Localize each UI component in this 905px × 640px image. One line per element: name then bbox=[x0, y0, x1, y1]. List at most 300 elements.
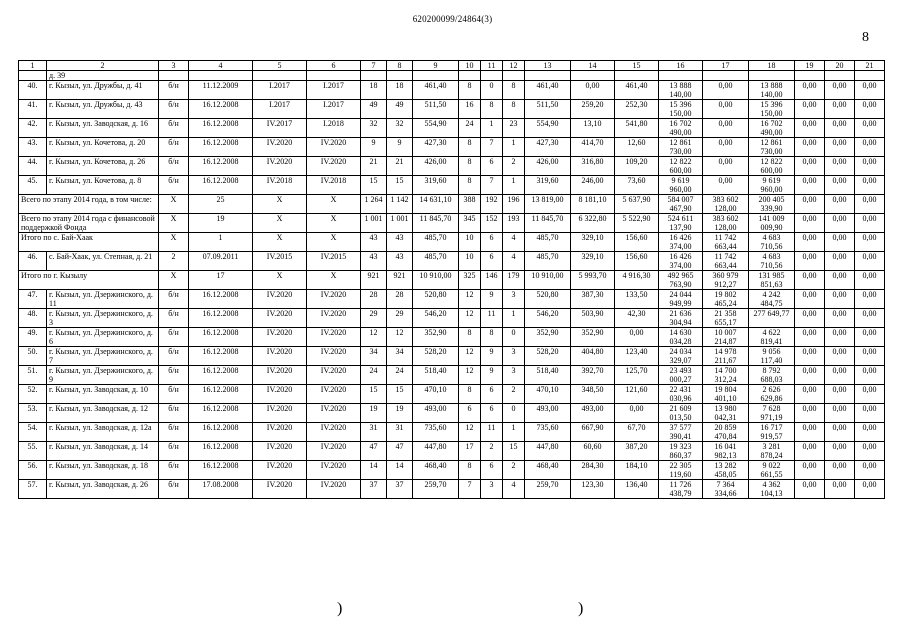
table-cell: 12 861 730,00 bbox=[659, 138, 703, 157]
table-cell: 6 bbox=[481, 385, 503, 404]
table-cell: 426,00 bbox=[413, 157, 459, 176]
table-cell: 8 bbox=[459, 328, 481, 347]
table-cell: 156,60 bbox=[615, 252, 659, 271]
table-cell: X bbox=[307, 271, 361, 290]
table-cell: 492 965 763,90 bbox=[659, 271, 703, 290]
table-cell: 34 bbox=[387, 347, 413, 366]
table-cell: IV.2020 bbox=[307, 366, 361, 385]
table-cell: 24 044 949,99 bbox=[659, 290, 703, 309]
table-cell: 16 426 374,00 bbox=[659, 233, 703, 252]
table-cell: 152 bbox=[481, 214, 503, 233]
table-cell: 0,00 bbox=[795, 176, 825, 195]
table-cell: 2 bbox=[503, 385, 525, 404]
table-cell: 0,00 bbox=[855, 480, 885, 499]
table-cell: 524 611 137,90 bbox=[659, 214, 703, 233]
table-cell: 252,30 bbox=[615, 100, 659, 119]
table-cell: 60,60 bbox=[571, 442, 615, 461]
table-cell: 121,60 bbox=[615, 385, 659, 404]
table-cell: 4 362 104,13 bbox=[749, 480, 795, 499]
table-cell: 0,00 bbox=[703, 176, 749, 195]
table-cell: 9 bbox=[481, 290, 503, 309]
table-cell: 0,00 bbox=[855, 347, 885, 366]
table-cell: 16 702 490,00 bbox=[659, 119, 703, 138]
table-cell: 73,60 bbox=[615, 176, 659, 195]
table-cell: 0,00 bbox=[825, 195, 855, 214]
table-cell: 0,00 bbox=[825, 328, 855, 347]
table-cell: 0,00 bbox=[703, 138, 749, 157]
table-cell bbox=[659, 71, 703, 81]
table-cell: 10 007 214,87 bbox=[703, 328, 749, 347]
table-cell: 461,40 bbox=[413, 81, 459, 100]
table-cell: 0,00 bbox=[703, 81, 749, 100]
table-cell: 131 985 851,63 bbox=[749, 271, 795, 290]
table-cell: 319,60 bbox=[525, 176, 571, 195]
table-cell: 0,00 bbox=[825, 366, 855, 385]
table-cell: 11 742 663,44 bbox=[703, 252, 749, 271]
table-cell: 16 702 490,00 bbox=[749, 119, 795, 138]
table-cell: IV.2020 bbox=[307, 290, 361, 309]
table-cell: IV.2020 bbox=[307, 347, 361, 366]
table-cell bbox=[459, 71, 481, 81]
table-cell: г. Кызыл, ул. Заводская, д. 12 bbox=[47, 404, 159, 423]
table-cell: г. Кызыл, ул. Дружбы, д. 41 bbox=[47, 81, 159, 100]
table-cell: 16 426 374,00 bbox=[659, 252, 703, 271]
table-cell: г. Кызыл, ул. Заводская, д. 18 bbox=[47, 461, 159, 480]
table-cell: 15 396 150,00 bbox=[749, 100, 795, 119]
table-cell: 246,00 bbox=[571, 176, 615, 195]
table-cell: 16 717 919,57 bbox=[749, 423, 795, 442]
table-cell: 7 628 971,19 bbox=[749, 404, 795, 423]
table-cell: г. Кызыл, ул. Дзержинского, д. 9 bbox=[47, 366, 159, 385]
summary-row bbox=[19, 195, 885, 214]
table-cell: 485,70 bbox=[525, 252, 571, 271]
table-cell: 11 726 438,79 bbox=[659, 480, 703, 499]
table-cell: 16.12.2008 bbox=[189, 138, 253, 157]
table-cell: б/н bbox=[159, 157, 189, 176]
table-cell: 325 bbox=[459, 271, 481, 290]
table-cell: IV.2020 bbox=[253, 347, 307, 366]
table-cell: IV.2020 bbox=[253, 290, 307, 309]
table-cell: 21 358 655,17 bbox=[703, 309, 749, 328]
table-cell: IV.2020 bbox=[253, 480, 307, 499]
table-cell: 10 bbox=[459, 61, 481, 71]
table-cell: 1 001 bbox=[387, 214, 413, 233]
table-cell: 19 802 465,24 bbox=[703, 290, 749, 309]
table-cell: 54. bbox=[19, 423, 47, 442]
table-cell: 20 bbox=[825, 61, 855, 71]
table-cell: 470,10 bbox=[413, 385, 459, 404]
table-cell: X bbox=[159, 214, 189, 233]
table-cell: 6 bbox=[307, 61, 361, 71]
table-cell bbox=[749, 71, 795, 81]
table-cell: 520,80 bbox=[413, 290, 459, 309]
table-row bbox=[19, 176, 885, 195]
table-cell: б/н bbox=[159, 100, 189, 119]
table-cell: 21 609 013,50 bbox=[659, 404, 703, 423]
table-cell: 0,00 bbox=[703, 119, 749, 138]
table-cell: 3 bbox=[481, 480, 503, 499]
table-cell: 427,30 bbox=[525, 138, 571, 157]
table-cell: IV.2020 bbox=[253, 309, 307, 328]
table-cell: 383 602 128,00 bbox=[703, 195, 749, 214]
table-cell: IV.2020 bbox=[307, 157, 361, 176]
table-cell: 12 bbox=[361, 328, 387, 347]
table-cell: 47 bbox=[361, 442, 387, 461]
table-cell: 0,00 bbox=[855, 404, 885, 423]
document-id: 620200099/24864(3) bbox=[412, 14, 493, 24]
table-cell: 1 bbox=[189, 233, 253, 252]
table-cell: 8 bbox=[481, 328, 503, 347]
table-cell: б/н bbox=[159, 366, 189, 385]
table-cell: 18 bbox=[749, 61, 795, 71]
table-cell: 0,00 bbox=[855, 366, 885, 385]
table-cell: 136,40 bbox=[615, 480, 659, 499]
table-cell: 37 bbox=[387, 480, 413, 499]
table-cell: 21 bbox=[855, 61, 885, 71]
table-cell: 735,60 bbox=[525, 423, 571, 442]
table-cell: 16.12.2008 bbox=[189, 347, 253, 366]
table-cell: 0,00 bbox=[795, 195, 825, 214]
table-cell: 0,00 bbox=[855, 195, 885, 214]
table-cell: 184,10 bbox=[615, 461, 659, 480]
table-cell: 14 bbox=[571, 61, 615, 71]
table-cell bbox=[19, 71, 47, 81]
table-cell: 8 bbox=[387, 61, 413, 71]
table-cell: 0,00 bbox=[855, 138, 885, 157]
table-cell: 8 181,10 bbox=[571, 195, 615, 214]
table-cell: 485,70 bbox=[413, 252, 459, 271]
table-cell: 14 630 034,28 bbox=[659, 328, 703, 347]
table-cell: 17.08.2008 bbox=[189, 480, 253, 499]
table-cell: 24 bbox=[387, 366, 413, 385]
table-cell: IV.2020 bbox=[307, 461, 361, 480]
table-cell: X bbox=[307, 195, 361, 214]
table-cell: 43 bbox=[361, 252, 387, 271]
table-cell: г. Кызыл, ул. Заводская, д. 26 bbox=[47, 480, 159, 499]
table-cell: 49 bbox=[387, 100, 413, 119]
table-cell: 52. bbox=[19, 385, 47, 404]
table-cell: 352,90 bbox=[413, 328, 459, 347]
table-cell: 329,10 bbox=[571, 233, 615, 252]
table-cell: 520,80 bbox=[525, 290, 571, 309]
table-cell: 0 bbox=[503, 404, 525, 423]
table-cell: б/н bbox=[159, 480, 189, 499]
table-cell: 1 bbox=[503, 138, 525, 157]
table-cell: 14 bbox=[387, 461, 413, 480]
table-cell: 4 bbox=[503, 252, 525, 271]
table-cell: 427,30 bbox=[413, 138, 459, 157]
table-cell: 16.12.2008 bbox=[189, 176, 253, 195]
table-cell: I.2017 bbox=[307, 100, 361, 119]
table-cell: 43 bbox=[387, 252, 413, 271]
table-cell: 12 861 730,00 bbox=[749, 138, 795, 157]
table-cell: 383 602 128,00 bbox=[703, 214, 749, 233]
table-cell: 0,00 bbox=[825, 347, 855, 366]
table-cell: 0,00 bbox=[795, 119, 825, 138]
table-cell: 16 bbox=[459, 100, 481, 119]
table-cell: 5 bbox=[253, 61, 307, 71]
table-cell bbox=[481, 71, 503, 81]
table-cell: 49 bbox=[361, 100, 387, 119]
table-cell: 4 bbox=[503, 233, 525, 252]
table-cell: 29 bbox=[387, 309, 413, 328]
table-cell: 46. bbox=[19, 252, 47, 271]
table-cell: г. Кызыл, ул. Дзержинского, д. 3 bbox=[47, 309, 159, 328]
table-cell: 133,50 bbox=[615, 290, 659, 309]
table-cell: 0,00 bbox=[795, 461, 825, 480]
table-cell: 12 bbox=[459, 290, 481, 309]
table-cell: 12,60 bbox=[615, 138, 659, 157]
table-cell: г. Кызыл, ул. Дружбы, д. 43 bbox=[47, 100, 159, 119]
table-cell: г. Кызыл, ул. Заводская, д. 16 bbox=[47, 119, 159, 138]
table-cell: I.2017 bbox=[253, 81, 307, 100]
table-cell: 3 281 878,24 bbox=[749, 442, 795, 461]
table-cell: 0,00 bbox=[795, 271, 825, 290]
table-cell: 23 493 000,27 bbox=[659, 366, 703, 385]
table-cell bbox=[253, 71, 307, 81]
footer-mark-right: ) bbox=[578, 600, 584, 617]
table-cell: 11 742 663,44 bbox=[703, 233, 749, 252]
table-cell: 19 bbox=[189, 214, 253, 233]
table-cell: 2 bbox=[159, 252, 189, 271]
table-cell: 0,00 bbox=[795, 423, 825, 442]
table-cell: 9 022 661,55 bbox=[749, 461, 795, 480]
table-cell: 0,00 bbox=[795, 309, 825, 328]
table-cell: 0,00 bbox=[855, 176, 885, 195]
table-cell: 0,00 bbox=[855, 100, 885, 119]
table-row bbox=[19, 309, 885, 328]
table-cell: 24 bbox=[361, 366, 387, 385]
table-cell: 6 bbox=[481, 157, 503, 176]
table-cell: 25 bbox=[189, 195, 253, 214]
table-cell: IV.2020 bbox=[307, 138, 361, 157]
table-cell: 18 bbox=[361, 81, 387, 100]
table-cell: 1 142 bbox=[387, 195, 413, 214]
table-cell: 387,30 bbox=[571, 290, 615, 309]
table-cell: 13 888 140,00 bbox=[659, 81, 703, 100]
table-cell: I.2018 bbox=[307, 119, 361, 138]
table-cell: 493,00 bbox=[413, 404, 459, 423]
table-cell bbox=[855, 71, 885, 81]
page-number: 8 bbox=[862, 30, 869, 45]
table-cell: 32 bbox=[387, 119, 413, 138]
table-cell: 461,40 bbox=[525, 81, 571, 100]
table-cell: б/н bbox=[159, 138, 189, 157]
table-cell: 20 859 470,84 bbox=[703, 423, 749, 442]
table-cell: 528,20 bbox=[413, 347, 459, 366]
table-cell: 0,00 bbox=[855, 385, 885, 404]
table-cell: 17 bbox=[459, 442, 481, 461]
table-cell: 123,30 bbox=[571, 480, 615, 499]
table-row bbox=[19, 480, 885, 499]
table-cell: 360 979 912,27 bbox=[703, 271, 749, 290]
table-cell: б/н bbox=[159, 290, 189, 309]
table-cell: 19 323 860,37 bbox=[659, 442, 703, 461]
table-cell: 584 007 467,90 bbox=[659, 195, 703, 214]
table-cell: б/н bbox=[159, 309, 189, 328]
table-cell: 42,30 bbox=[615, 309, 659, 328]
table-cell: 447,80 bbox=[525, 442, 571, 461]
table-cell: 0,00 bbox=[825, 480, 855, 499]
table-cell: 23 bbox=[503, 119, 525, 138]
table-cell: 24 bbox=[459, 119, 481, 138]
table-row bbox=[19, 252, 885, 271]
table-cell: г. Кызыл, ул. Кочетова, д. 26 bbox=[47, 157, 159, 176]
table-cell: 43. bbox=[19, 138, 47, 157]
table-cell: 16.12.2008 bbox=[189, 157, 253, 176]
table-cell: 11 bbox=[481, 423, 503, 442]
table-cell: 0,00 bbox=[615, 328, 659, 347]
table-cell: IV.2020 bbox=[253, 423, 307, 442]
table-row bbox=[19, 385, 885, 404]
table-cell: 7 bbox=[361, 61, 387, 71]
table-cell: 14 bbox=[361, 461, 387, 480]
table-cell: 51. bbox=[19, 366, 47, 385]
table-cell: г. Кызыл, ул. Кочетова, д. 8 bbox=[47, 176, 159, 195]
table-cell: 0,00 bbox=[825, 81, 855, 100]
table-cell: 0,00 bbox=[855, 252, 885, 271]
table-cell: 352,90 bbox=[571, 328, 615, 347]
table-cell: 0,00 bbox=[825, 442, 855, 461]
table-cell: 0,00 bbox=[795, 138, 825, 157]
table-cell: 6 bbox=[481, 404, 503, 423]
table-cell: 31 bbox=[387, 423, 413, 442]
table-cell: г. Кызыл, ул. Заводская, д. 12а bbox=[47, 423, 159, 442]
table-cell bbox=[795, 71, 825, 81]
table-cell: 6 bbox=[481, 233, 503, 252]
table-cell: 28 bbox=[387, 290, 413, 309]
table-cell: 13 980 042,31 bbox=[703, 404, 749, 423]
table-row bbox=[19, 328, 885, 347]
table-cell: 48. bbox=[19, 309, 47, 328]
table-cell: 141 009 009,90 bbox=[749, 214, 795, 233]
table-cell: 259,70 bbox=[525, 480, 571, 499]
table-cell: 0,00 bbox=[855, 423, 885, 442]
footer-mark-left: ) bbox=[337, 600, 343, 617]
table-cell: IV.2020 bbox=[253, 404, 307, 423]
summary-row bbox=[19, 214, 885, 233]
table-cell: 1 bbox=[503, 423, 525, 442]
table-cell: г. Кызыл, ул. Заводская, д. 14 bbox=[47, 442, 159, 461]
table-cell: 10 bbox=[459, 233, 481, 252]
table-cell: 485,70 bbox=[525, 233, 571, 252]
table-cell: б/н bbox=[159, 385, 189, 404]
table-cell: IV.2020 bbox=[307, 309, 361, 328]
table-row bbox=[19, 404, 885, 423]
table-cell: 17 bbox=[703, 61, 749, 71]
table-row bbox=[19, 290, 885, 309]
table-cell: 14 631,10 bbox=[413, 195, 459, 214]
table-cell: IV.2020 bbox=[253, 138, 307, 157]
table-cell: 9 bbox=[481, 347, 503, 366]
table-row bbox=[19, 157, 885, 176]
table-cell: 4 bbox=[189, 61, 253, 71]
table-cell: 485,70 bbox=[413, 233, 459, 252]
table-cell: 387,20 bbox=[615, 442, 659, 461]
table-cell: 0,00 bbox=[703, 157, 749, 176]
table-cell: б/н bbox=[159, 461, 189, 480]
table-cell: б/н bbox=[159, 81, 189, 100]
table-cell: 15 bbox=[503, 442, 525, 461]
table-cell: 511,50 bbox=[413, 100, 459, 119]
table-cell: 22 305 119,60 bbox=[659, 461, 703, 480]
table-row bbox=[19, 423, 885, 442]
table-cell bbox=[615, 71, 659, 81]
table-cell: 0,00 bbox=[855, 119, 885, 138]
table-cell: 0,00 bbox=[825, 290, 855, 309]
table-cell: IV.2020 bbox=[307, 385, 361, 404]
table-cell: 259,20 bbox=[571, 100, 615, 119]
table-cell: 179 bbox=[503, 271, 525, 290]
table-cell: 8 bbox=[459, 138, 481, 157]
table-cell bbox=[189, 71, 253, 81]
table-cell: 21 bbox=[361, 157, 387, 176]
table-cell: г. Кызыл, ул. Дзержинского, д. 6 bbox=[47, 328, 159, 347]
table-cell: 503,90 bbox=[571, 309, 615, 328]
table-cell: 493,00 bbox=[525, 404, 571, 423]
table-cell: 146 bbox=[481, 271, 503, 290]
table-cell: 11 845,70 bbox=[413, 214, 459, 233]
table-row bbox=[19, 442, 885, 461]
table-cell: 49. bbox=[19, 328, 47, 347]
table-cell bbox=[413, 71, 459, 81]
table-cell: 10 910,00 bbox=[525, 271, 571, 290]
table-cell: 12 bbox=[459, 366, 481, 385]
table-cell: 8 bbox=[459, 81, 481, 100]
table-cell: 541,80 bbox=[615, 119, 659, 138]
table-cell: 8 bbox=[459, 157, 481, 176]
table-cell: IV.2015 bbox=[253, 252, 307, 271]
table-cell: 12 bbox=[459, 347, 481, 366]
table-cell: 32 bbox=[361, 119, 387, 138]
table-cell: 9 619 960,00 bbox=[659, 176, 703, 195]
table-cell: 921 bbox=[387, 271, 413, 290]
table-cell: 0,00 bbox=[795, 290, 825, 309]
table-cell: 921 bbox=[361, 271, 387, 290]
table-cell bbox=[825, 71, 855, 81]
table-cell: 40. bbox=[19, 81, 47, 100]
table-cell: 3 bbox=[503, 290, 525, 309]
table-row bbox=[19, 138, 885, 157]
table-cell: 4 242 484,75 bbox=[749, 290, 795, 309]
table-cell: X bbox=[159, 233, 189, 252]
table-cell: IV.2017 bbox=[253, 119, 307, 138]
table-cell: б/н bbox=[159, 423, 189, 442]
table-cell: 1 bbox=[503, 176, 525, 195]
table-cell: 468,40 bbox=[525, 461, 571, 480]
table-cell: 348,50 bbox=[571, 385, 615, 404]
table-cell: 2 626 629,86 bbox=[749, 385, 795, 404]
table-cell: X bbox=[253, 195, 307, 214]
table-cell: 15 bbox=[361, 176, 387, 195]
table-cell: 8 bbox=[459, 461, 481, 480]
table-cell: 2 bbox=[481, 442, 503, 461]
table-cell: IV.2020 bbox=[307, 423, 361, 442]
summary-row bbox=[19, 233, 885, 252]
table-cell: 19 bbox=[387, 404, 413, 423]
table-cell: 45. bbox=[19, 176, 47, 195]
table-cell: 8 bbox=[503, 81, 525, 100]
table-cell: 4 bbox=[503, 480, 525, 499]
table-cell: 0 bbox=[481, 81, 503, 100]
table-cell: 6 322,80 bbox=[571, 214, 615, 233]
table-cell: 44. bbox=[19, 157, 47, 176]
table-cell: 5 993,70 bbox=[571, 271, 615, 290]
table-cell: 14 700 312,24 bbox=[703, 366, 749, 385]
table-cell: 0,00 bbox=[825, 157, 855, 176]
table-cell: 16.12.2008 bbox=[189, 366, 253, 385]
table-cell: I.2017 bbox=[253, 100, 307, 119]
